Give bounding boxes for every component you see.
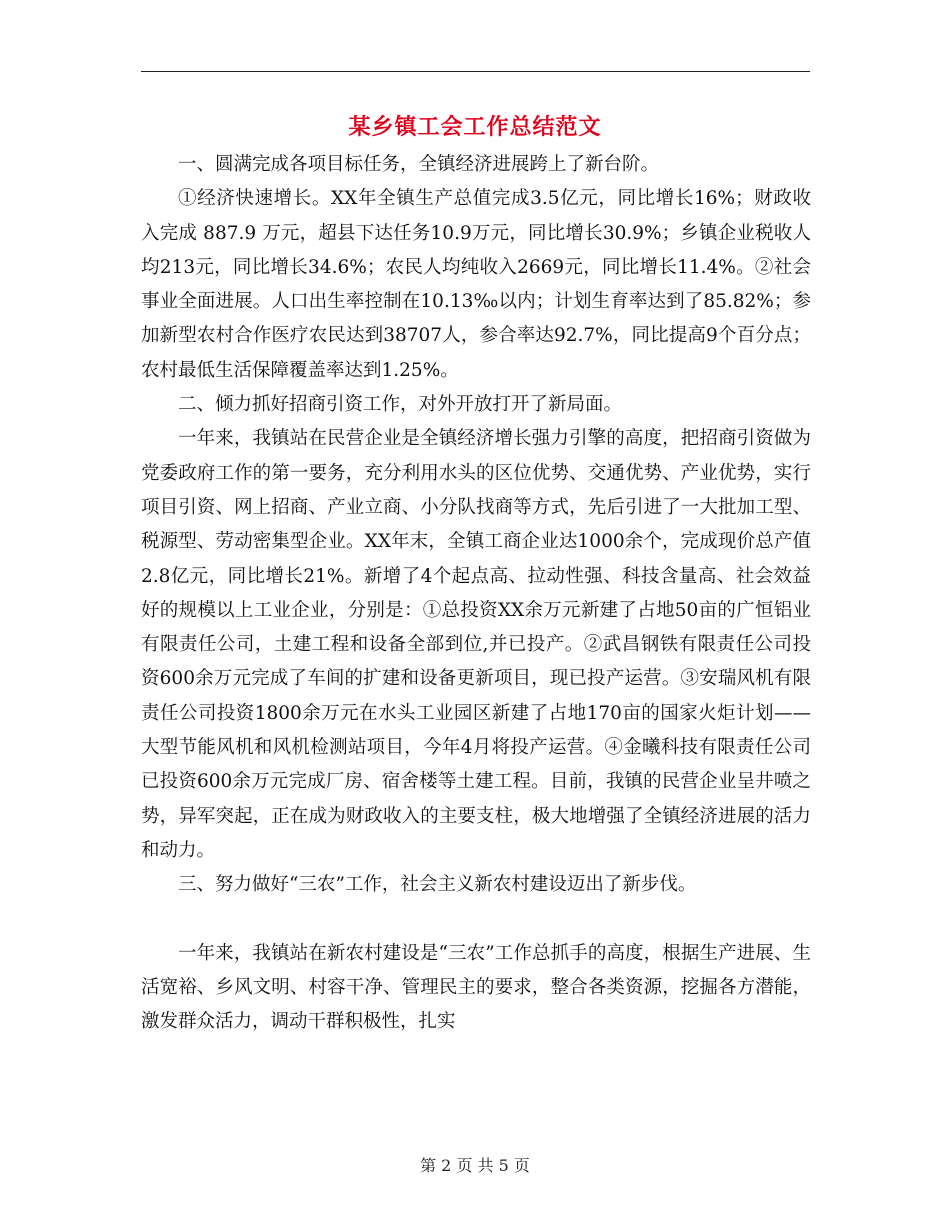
document-title: 某乡镇工会工作总结范文	[348, 114, 602, 140]
section-heading-2: 二、倾力抓好招商引资工作，对外开放打开了新局面。	[178, 394, 623, 416]
document-body	[141, 148, 811, 1039]
paragraph-rural: 一年来，我镇站在新农村建设是“三农”工作总抓手的高度，根据生产进展、生活宽裕、乡风文明、村容干净、管理民主的要求，整合各类资源，挖掘各方潜能，激发群众活力，调动干群积极性，扎实	[141, 942, 811, 1033]
paragraph-economy: ①经济快速增长。XX年全镇生产总值完成3.5亿元，同比增长16%；财政收入完成 887.9 万元，超县下达任务10.9万元，同比增长30.9%；乡镇企业税收人均213元，同比增长34.6%；农民人均纯收入2669元，同比增长11.4%。②社会事业全面进展。人口出生率控制在10.13‰以内；计划生育率达到了85.82%；参加新型农村合作医疗农民达到38707人，参合率达92.7%，同比提高9个百分点；农村最低生活保障覆盖率达到1.25%。	[141, 188, 811, 381]
header-rule	[141, 71, 810, 72]
section-heading-1: 一、圆满完成各项目标任务，全镇经济进展跨上了新台阶。	[178, 154, 660, 175]
section-heading-3: 三、努力做好“三农”工作，社会主义新农村建设迈出了新步伐。	[178, 874, 697, 896]
paragraph-investment: 一年来，我镇站在民营企业是全镇经济增长强力引擎的高度，把招商引资做为党委政府工作的第一要务，充分利用水头的区位优势、交通优势、产业优势，实行项目引资、网上招商、产业立商、小分队找商等方式，先后引进了一大批加工型、税源型、劳动密集型企业。XX年末，全镇工商企业达1000余个，完成现价总产值2.8亿元，同比增长21%。新增了4个起点高、拉动性强、科技含量高、社会效益好的规模以上工业企业，分别是：①总投资XX余万元新建了占地50亩的广恒铝业有限责任公司，土建工程和设备全部到位,并已投产。②武昌钢铁有限责任公司投资600余万元完成了车间的扩建和设备更新项目，现已投产运营。③安瑞风机有限责任公司投资1800余万元在水头工业园区新建了占地170亩的国家火炬计划——大型节能风机和风机检测站项目，今年4月将投产运营。④金曦科技有限责任公司已投资600余万元完成厂房、宿舍楼等土建工程。目前，我镇的民营企业呈井喷之势，异军突起，正在成为财政收入的主要支柱，极大地增强了全镇经济进展的活力和动力。	[141, 428, 811, 861]
page-number: 第 2 页 共 5 页	[420, 1156, 530, 1175]
